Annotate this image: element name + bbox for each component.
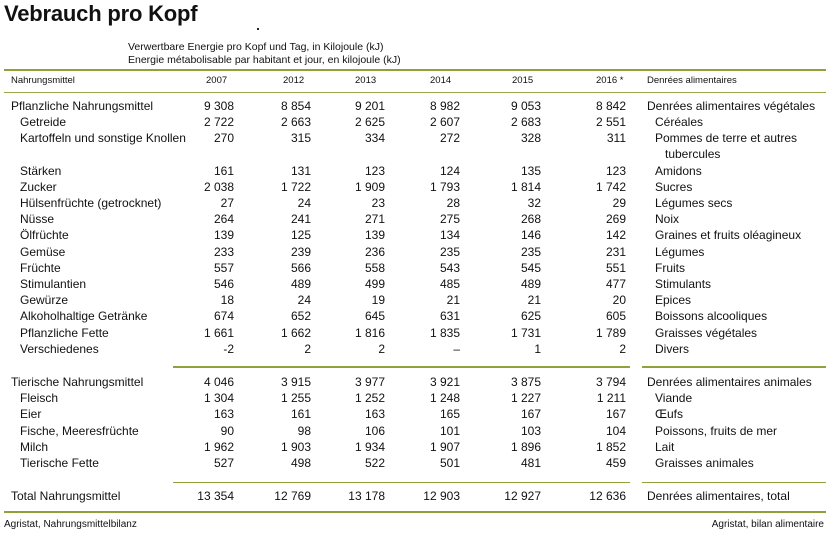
row-value-5: 268 [520, 212, 541, 226]
table-row [0, 375, 828, 391]
row-value-3: 3 977 [354, 375, 385, 389]
row-value-2: 489 [290, 277, 311, 291]
row-value-3: 499 [364, 277, 385, 291]
table-top-rule [4, 69, 826, 71]
row-label-german: Stärken [20, 164, 62, 178]
row-value-1: 90 [220, 424, 234, 438]
table-row [0, 309, 828, 325]
row-label-german: Verschiedenes [20, 342, 99, 356]
row-label-german: Milch [20, 440, 49, 454]
row-label-french: Viande [655, 391, 693, 405]
table-row [0, 164, 828, 180]
row-label-german: Eier [20, 407, 42, 421]
row-label-french: Noix [655, 212, 680, 226]
row-value-2: 566 [290, 261, 311, 275]
row-value-4: 8 982 [429, 99, 460, 113]
table-row [0, 440, 828, 456]
row-value-2: 3 915 [280, 375, 311, 389]
source-french: Agristat, bilan alimentaire [711, 519, 824, 530]
row-value-6: 1 789 [595, 326, 626, 340]
row-value-3: 558 [364, 261, 385, 275]
row-value-3: 106 [364, 424, 385, 438]
row-value-5: 146 [520, 228, 541, 242]
row-value-3: 236 [364, 245, 385, 259]
row-value-2: 1 255 [280, 391, 311, 405]
row-label-german: Kartoffeln und sonstige Knollen [20, 131, 186, 145]
row-label-french: Graines et fruits oléagineux [655, 228, 802, 242]
row-label-german: Nüsse [20, 212, 55, 226]
table-row [0, 424, 828, 440]
row-value-6: 477 [605, 277, 626, 291]
row-label-german: Total Nahrungsmittel [11, 489, 121, 503]
row-label-french: Œufs [655, 407, 684, 421]
table-row [0, 180, 828, 196]
row-value-6: 551 [605, 261, 626, 275]
row-label-french: Denrées alimentaires, total [647, 489, 790, 503]
row-value-1: 9 308 [203, 99, 234, 113]
row-value-1: 1 962 [203, 440, 234, 454]
row-value-3: 163 [364, 407, 385, 421]
header-label-french: Denrées alimentaires [647, 75, 737, 86]
row-value-4: 28 [446, 196, 460, 210]
row-value-6: 1 211 [596, 391, 626, 405]
row-value-1: 1 661 [203, 326, 234, 340]
header-year-2: 2012 [283, 75, 305, 86]
row-value-2: 24 [297, 293, 311, 307]
row-label-german: Pflanzliche Fette [20, 326, 109, 340]
row-value-1: 163 [213, 407, 234, 421]
row-label-french-continuation: tubercules [665, 147, 721, 161]
row-label-french: Graisses animales [655, 456, 754, 470]
row-value-3: 2 625 [354, 115, 385, 129]
row-label-french: Pommes de terre et autres [655, 131, 798, 145]
total-rule-french [642, 482, 826, 483]
row-label-german: Getreide [20, 115, 67, 129]
section-rule-french [642, 366, 826, 368]
row-value-5: 12 927 [504, 489, 541, 503]
header-year-6: 2016 * [596, 75, 624, 86]
row-value-2: 498 [290, 456, 311, 470]
row-value-6: 142 [605, 228, 626, 242]
row-value-2: 241 [290, 212, 311, 226]
subtitle-french: Energie métabolisable par habitant et jour, en kilojoule (kJ) [128, 54, 401, 66]
row-value-4: 1 907 [429, 440, 460, 454]
row-label-german: Tierische Fette [20, 456, 99, 470]
row-value-5: 167 [520, 407, 541, 421]
table-row [0, 228, 828, 244]
row-value-6: 2 [619, 342, 626, 356]
row-value-6: 29 [612, 196, 626, 210]
row-label-german: Fleisch [20, 391, 59, 405]
row-value-3: 13 178 [348, 489, 385, 503]
row-value-5: 481 [520, 456, 541, 470]
row-value-1: 2 038 [203, 180, 234, 194]
row-value-4: 1 793 [429, 180, 460, 194]
row-value-5: 625 [520, 309, 541, 323]
row-value-5: 32 [527, 196, 541, 210]
row-value-1: 139 [213, 228, 234, 242]
row-value-2: 1 903 [280, 440, 311, 454]
row-label-french: Poissons, fruits de mer [655, 424, 778, 438]
row-label-german: Tierische Nahrungsmittel [11, 375, 144, 389]
row-value-4: – [453, 342, 460, 356]
row-value-2: 125 [290, 228, 311, 242]
row-label-german: Fische, Meeresfrüchte [20, 424, 139, 438]
row-value-2: 652 [290, 309, 311, 323]
row-label-french: Graisses végétales [655, 326, 758, 340]
row-value-4: 124 [439, 164, 460, 178]
row-value-6: 3 794 [595, 375, 626, 389]
table-row [0, 293, 828, 309]
row-label-french: Stimulants [655, 277, 712, 291]
row-value-1: 233 [213, 245, 234, 259]
row-value-2: 131 [290, 164, 311, 178]
row-value-6: 12 636 [589, 489, 626, 503]
row-value-3: 139 [364, 228, 385, 242]
row-value-4: 272 [439, 131, 460, 145]
row-value-5: 1 731 [510, 326, 541, 340]
row-value-5: 545 [520, 261, 541, 275]
row-value-1: 557 [213, 261, 234, 275]
row-value-1: -2 [223, 342, 234, 356]
row-value-6: 2 551 [595, 115, 626, 129]
row-value-5: 9 053 [510, 99, 541, 113]
row-value-5: 3 875 [510, 375, 541, 389]
header-label-german: Nahrungsmittel [11, 75, 75, 86]
row-value-1: 4 046 [203, 375, 234, 389]
table-row [0, 261, 828, 277]
row-value-5: 328 [520, 131, 541, 145]
row-label-french: Divers [655, 342, 690, 356]
row-value-2: 12 769 [274, 489, 311, 503]
row-value-1: 264 [213, 212, 234, 226]
row-value-5: 21 [527, 293, 541, 307]
row-label-german: Pflanzliche Nahrungsmittel [11, 99, 154, 113]
row-value-5: 2 683 [510, 115, 541, 129]
table-row [0, 407, 828, 423]
row-value-4: 21 [446, 293, 460, 307]
row-value-6: 20 [612, 293, 626, 307]
header-year-4: 2014 [430, 75, 452, 86]
row-value-5: 235 [520, 245, 541, 259]
row-value-4: 101 [439, 424, 460, 438]
row-value-4: 2 607 [429, 115, 460, 129]
row-label-french: Lait [655, 440, 675, 454]
row-value-1: 161 [213, 164, 234, 178]
row-label-french: Légumes secs [655, 196, 733, 210]
row-value-6: 231 [605, 245, 626, 259]
header-year-3: 2013 [355, 75, 377, 86]
table-row [0, 277, 828, 293]
row-value-3: 19 [371, 293, 385, 307]
table-row [0, 99, 828, 115]
row-label-german: Hülsenfrüchte (getrocknet) [20, 196, 162, 210]
row-value-4: 543 [439, 261, 460, 275]
header-year-1: 2007 [206, 75, 228, 86]
row-value-1: 1 304 [203, 391, 234, 405]
row-value-1: 18 [220, 293, 234, 307]
row-value-1: 674 [213, 309, 234, 323]
header-rule [4, 92, 826, 93]
section-rule-values [173, 366, 630, 368]
row-value-6: 123 [605, 164, 626, 178]
row-value-4: 3 921 [429, 375, 460, 389]
row-value-1: 2 722 [203, 115, 234, 129]
row-value-3: 271 [364, 212, 385, 226]
row-value-3: 645 [364, 309, 385, 323]
row-value-6: 269 [605, 212, 626, 226]
row-value-3: 123 [364, 164, 385, 178]
decorative-dot [257, 28, 259, 30]
row-label-german: Stimulantien [20, 277, 87, 291]
row-label-french: Denrées alimentaires animales [647, 375, 812, 389]
page-title: Vebrauch pro Kopf [4, 1, 198, 26]
header-year-5: 2015 [512, 75, 534, 86]
row-value-5: 103 [520, 424, 541, 438]
row-value-4: 275 [439, 212, 460, 226]
row-value-5: 135 [520, 164, 541, 178]
row-value-6: 167 [605, 407, 626, 421]
row-label-french: Epices [655, 293, 692, 307]
row-label-german: Gewürze [20, 293, 69, 307]
row-label-french: Légumes [655, 245, 705, 259]
row-value-4: 165 [439, 407, 460, 421]
row-value-5: 1 814 [510, 180, 541, 194]
row-value-5: 1 [534, 342, 541, 356]
row-label-german: Alkoholhaltige Getränke [20, 309, 148, 323]
row-value-2: 1 722 [280, 180, 311, 194]
table-row [0, 131, 828, 161]
row-value-6: 605 [605, 309, 626, 323]
row-value-5: 489 [520, 277, 541, 291]
row-value-4: 485 [439, 277, 460, 291]
row-value-4: 1 835 [429, 326, 460, 340]
table-row [0, 245, 828, 261]
row-value-2: 161 [290, 407, 311, 421]
row-value-4: 235 [439, 245, 460, 259]
row-value-2: 2 [304, 342, 311, 356]
row-value-5: 1 896 [510, 440, 541, 454]
row-value-3: 1 816 [354, 326, 385, 340]
row-label-german: Ölfrüchte [20, 228, 69, 242]
row-value-4: 12 903 [423, 489, 460, 503]
row-value-2: 239 [290, 245, 311, 259]
row-value-3: 2 [378, 342, 385, 356]
row-value-2: 8 854 [280, 99, 311, 113]
table-row [0, 342, 828, 358]
row-value-4: 631 [439, 309, 460, 323]
row-label-german: Zucker [20, 180, 57, 194]
table-row [0, 115, 828, 131]
row-value-1: 546 [213, 277, 234, 291]
row-value-3: 9 201 [354, 99, 385, 113]
row-value-3: 522 [364, 456, 385, 470]
source-german: Agristat, Nahrungsmittelbilanz [4, 519, 137, 530]
row-value-3: 334 [364, 131, 385, 145]
row-label-french: Boissons alcooliques [655, 309, 768, 323]
row-label-german: Früchte [20, 261, 61, 275]
row-value-3: 1 252 [354, 391, 385, 405]
table-row [0, 326, 828, 342]
row-value-1: 13 354 [197, 489, 234, 503]
row-value-6: 311 [606, 131, 626, 145]
row-label-french: Amidons [655, 164, 702, 178]
row-value-5: 1 227 [510, 391, 541, 405]
row-value-3: 1 934 [354, 440, 385, 454]
subtitle-german: Verwertbare Energie pro Kopf und Tag, in Kilojoule (kJ) [128, 41, 384, 53]
row-value-4: 134 [439, 228, 460, 242]
row-value-2: 1 662 [280, 326, 311, 340]
table-row [0, 456, 828, 472]
row-value-4: 1 248 [429, 391, 460, 405]
row-value-2: 98 [297, 424, 311, 438]
table-row [0, 196, 828, 212]
row-value-2: 24 [297, 196, 311, 210]
table-row [0, 391, 828, 407]
table-row [0, 489, 828, 505]
row-value-2: 2 663 [280, 115, 311, 129]
row-value-3: 1 909 [354, 180, 385, 194]
row-value-6: 104 [605, 424, 626, 438]
row-value-1: 27 [220, 196, 234, 210]
total-rule-values [173, 482, 630, 483]
table-row [0, 212, 828, 228]
row-value-1: 270 [213, 131, 234, 145]
row-label-french: Céréales [655, 115, 704, 129]
row-value-6: 459 [605, 456, 626, 470]
row-value-6: 8 842 [595, 99, 626, 113]
row-label-french: Fruits [655, 261, 685, 275]
row-label-french: Sucres [655, 180, 693, 194]
row-value-1: 527 [213, 456, 234, 470]
row-value-3: 23 [371, 196, 385, 210]
row-value-4: 501 [439, 456, 460, 470]
row-value-6: 1 852 [595, 440, 626, 454]
row-value-2: 315 [290, 131, 311, 145]
row-value-6: 1 742 [595, 180, 626, 194]
table-bottom-rule [4, 511, 826, 513]
row-label-french: Denrées alimentaires végétales [647, 99, 816, 113]
row-label-german: Gemüse [20, 245, 66, 259]
